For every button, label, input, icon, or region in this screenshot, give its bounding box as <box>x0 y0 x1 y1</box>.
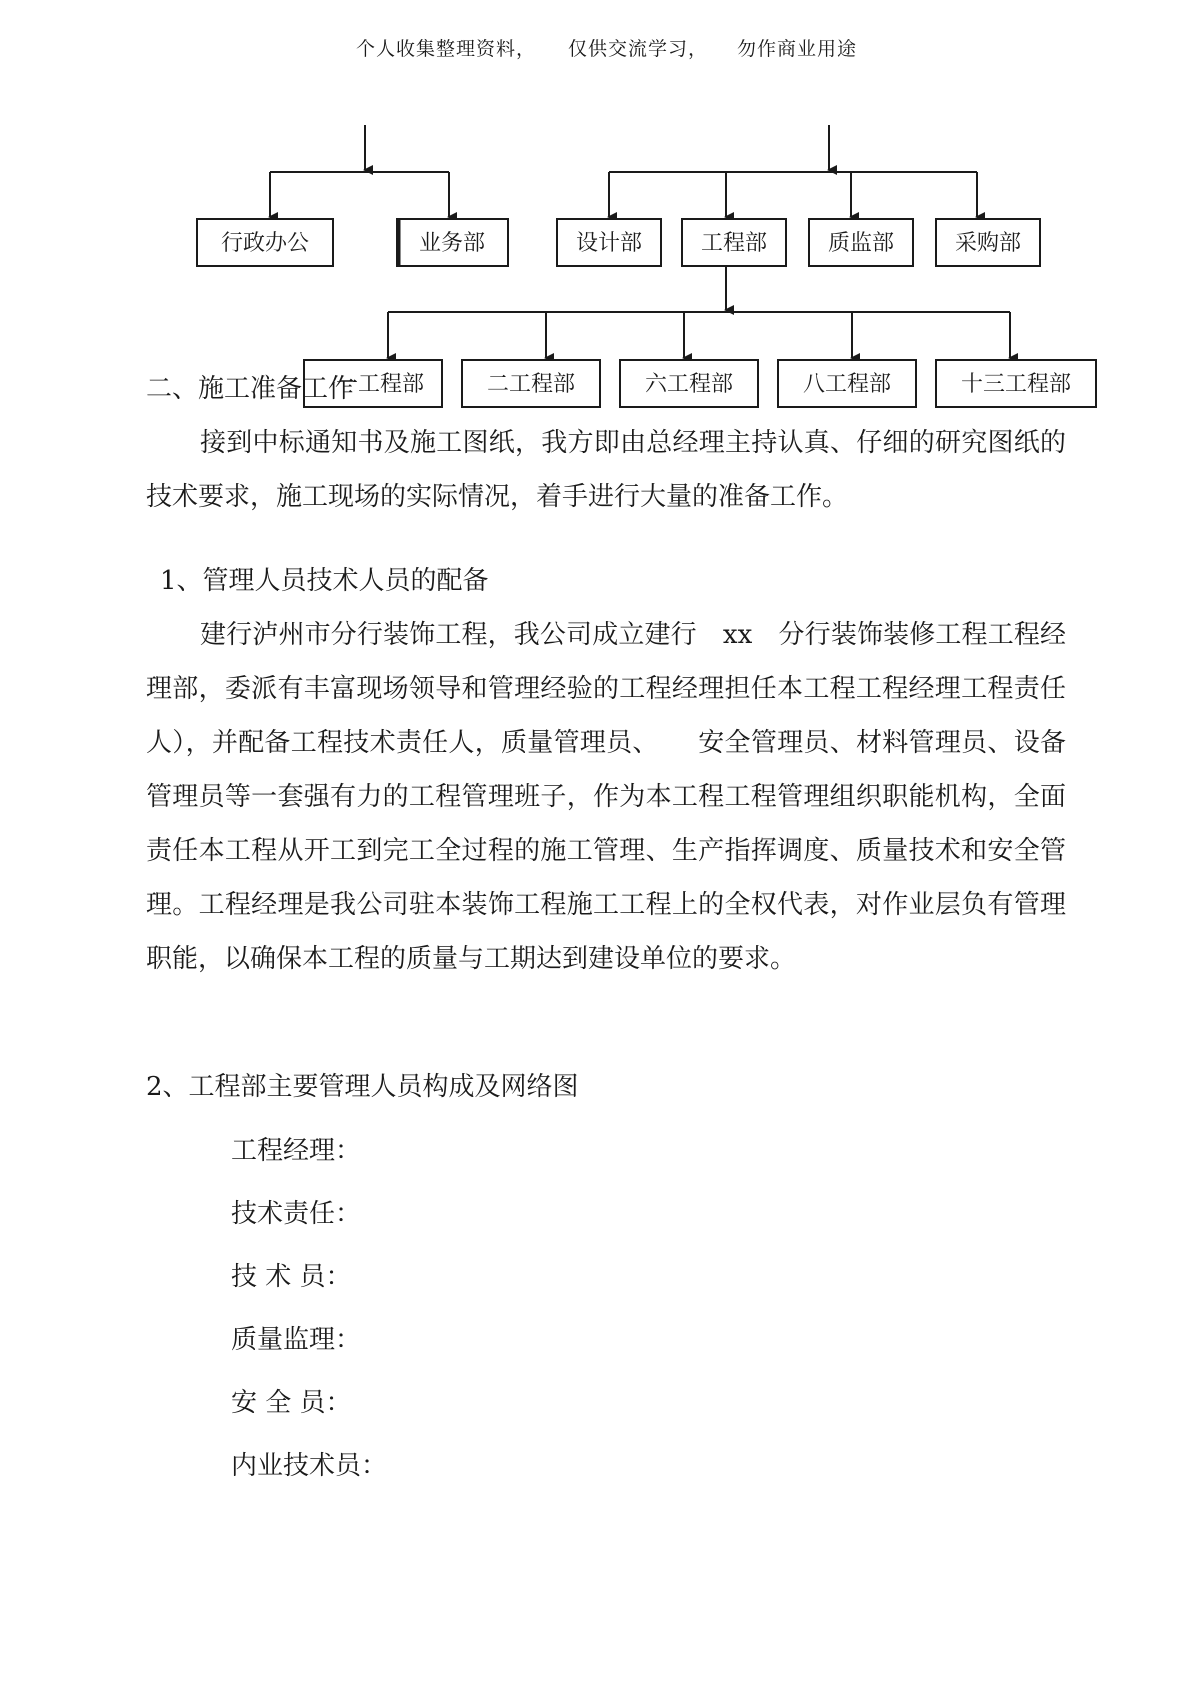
subsection-1-heading: 1、管理人员技术人员的配备 <box>160 566 489 596</box>
box-quality-dept-label: 质监部 <box>827 231 895 256</box>
header-text-1: 个人收集整理资料， <box>356 38 537 60</box>
box-business-dept-label: 业务部 <box>418 231 486 256</box>
box-sub-unit-2-label: 二工程部 <box>486 372 576 397</box>
box-sub-unit-3-label: 六工程部 <box>644 372 734 397</box>
box-purchasing-dept <box>936 219 1040 266</box>
box-quality-dept <box>809 219 913 266</box>
org-chart <box>0 0 1191 420</box>
header-text-3: 勿作商业用途 <box>737 38 858 60</box>
section-heading: 二、施工准备工作 <box>146 374 355 404</box>
role-safety-officer: 安 全 员： <box>231 1388 352 1418</box>
intro-paragraph: 接到中标通知书及施工图纸，我方即由总经理主持认真、仔细的研究图纸的技术要求，施工现场的实际情况，着手进行大量的准备工作。 <box>146 428 1066 512</box>
subsection-2-heading: 2、工程部主要管理人员构成及网络图 <box>146 1072 579 1102</box>
box-sub-unit-4 <box>778 360 916 407</box>
box-engineering-dept-label: 工程部 <box>700 231 768 256</box>
role-quality-supervisor: 质量监理： <box>231 1325 362 1355</box>
box-admin-office <box>197 219 333 266</box>
box-engineering-dept <box>682 219 786 266</box>
role-technician: 技 术 员： <box>231 1262 352 1292</box>
box-design-dept <box>557 219 661 266</box>
box-sub-unit-3 <box>620 360 758 407</box>
box-purchasing-dept-label: 采购部 <box>954 231 1022 256</box>
role-internal-technician: 内业技术员： <box>231 1451 388 1481</box>
role-project-manager: 工程经理： <box>231 1136 362 1166</box>
box-design-dept-label: 设计部 <box>575 231 643 256</box>
box-sub-unit-5 <box>936 360 1096 407</box>
box-sub-unit-4-label: 八工程部 <box>802 372 892 397</box>
box-sub-unit-1-label: 一工程部 <box>335 372 425 397</box>
header-text-2: 仅供交流学习， <box>568 38 709 60</box>
subsection-1-body: 建行泸州市分行装饰工程，我公司成立建行 xx 分行装饰装修工程工程经理部，委派有丰富现场领导和管理经验的工程经理担任本工程工程经理工程责任人），并配备工程技术责任人，质量管理员、 安全管理员、材料管理员、设备管理员等一套强有力的工程管理班子，作为本工程工程管理组织职能机构，全面责任本工程从开工到完工全过程的施工管理、生产指挥调度、质量技术和安全管理。工程经理是我公司驻本装饰工程施工工程上的全权代表，对作业层负有管理职能，以确保本工程的质量与工期达到建设单位的要求。 <box>146 620 1066 974</box>
role-technical-lead: 技术责任： <box>231 1199 362 1229</box>
box-sub-unit-5-label: 十三工程部 <box>960 372 1072 397</box>
box-business-dept <box>397 219 508 266</box>
box-sub-unit-2 <box>462 360 600 407</box>
box-admin-office-label: 行政办公 <box>220 231 310 256</box>
